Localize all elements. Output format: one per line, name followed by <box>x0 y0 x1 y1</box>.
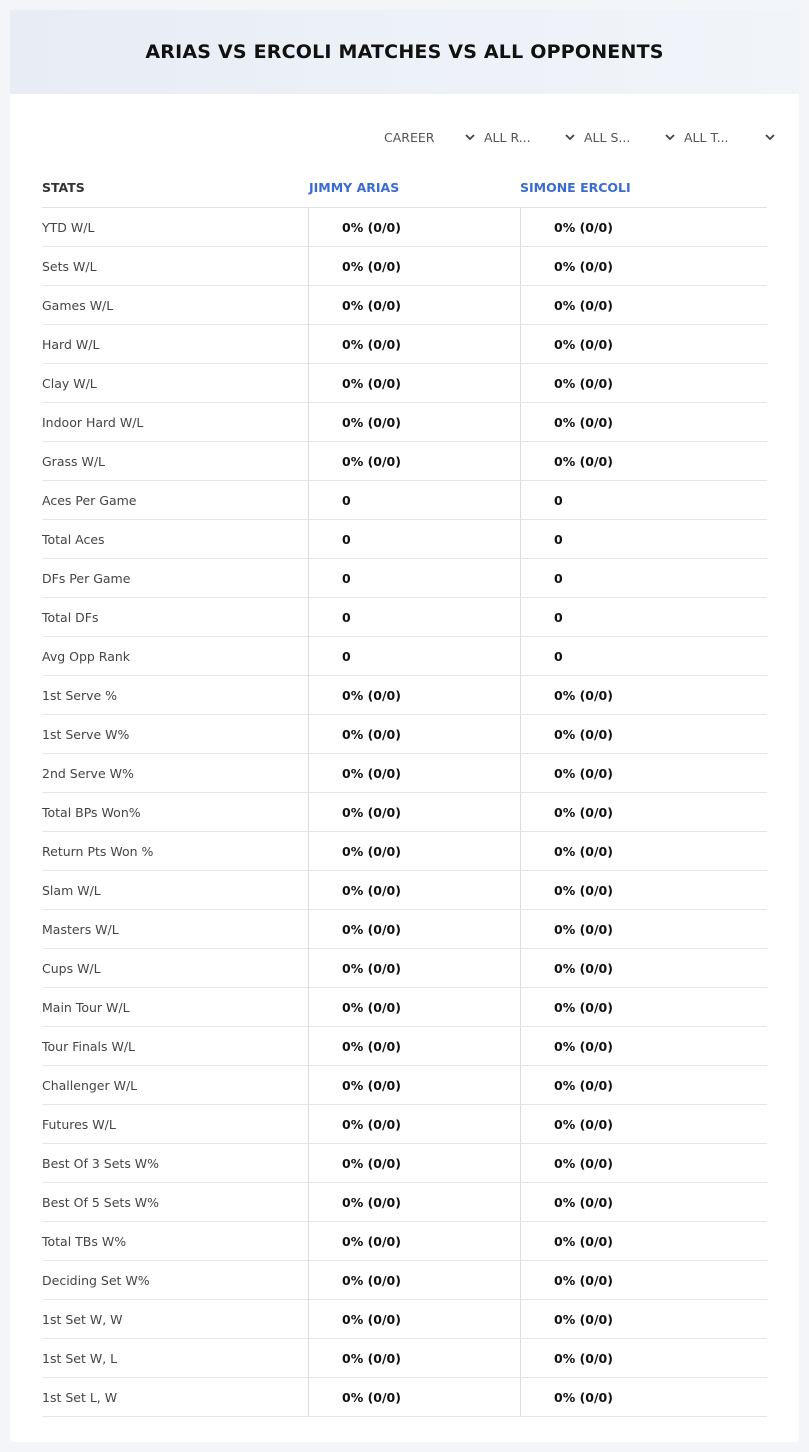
player2-value: 0% (0/0) <box>520 325 767 363</box>
table-row <box>42 715 767 754</box>
player2-value: 0% (0/0) <box>520 1222 767 1260</box>
table-row <box>42 676 767 715</box>
player2-value: 0 <box>520 559 767 597</box>
stat-label: Games W/L <box>42 297 114 313</box>
stat-label: YTD W/L <box>42 219 95 235</box>
player2-value: 0 <box>520 598 767 636</box>
stat-label: Futures W/L <box>42 1116 116 1132</box>
player2-value: 0% (0/0) <box>520 1183 767 1221</box>
filter-surface-label: ALL S... <box>584 129 631 145</box>
table-row <box>42 403 767 442</box>
stat-label: 1st Serve % <box>42 687 118 703</box>
chevron-down-icon <box>464 131 476 143</box>
player2-value: 0% (0/0) <box>520 247 767 285</box>
chevron-down-icon <box>564 131 576 143</box>
table-row <box>42 949 767 988</box>
player1-value: 0% (0/0) <box>308 988 520 1026</box>
stat-label: DFs Per Game <box>42 570 131 586</box>
stat-label: Tour Finals W/L <box>42 1038 136 1054</box>
table-row <box>42 832 767 871</box>
table-row <box>42 1300 767 1339</box>
player2-value: 0% (0/0) <box>520 1378 767 1416</box>
table-row <box>42 442 767 481</box>
stat-label: Cups W/L <box>42 960 101 976</box>
player1-value: 0% (0/0) <box>308 715 520 753</box>
player1-value: 0% (0/0) <box>308 364 520 402</box>
player1-value: 0% (0/0) <box>308 403 520 441</box>
player2-value: 0% (0/0) <box>520 1339 767 1377</box>
player1-value: 0% (0/0) <box>308 1066 520 1104</box>
stat-label: Best Of 3 Sets W% <box>42 1155 160 1171</box>
player1-value: 0% (0/0) <box>308 1105 520 1143</box>
table-row <box>42 910 767 949</box>
table-row <box>42 598 767 637</box>
table-row <box>42 754 767 793</box>
stat-label: Return Pts Won % <box>42 843 154 859</box>
table-row <box>42 637 767 676</box>
player2-value: 0% (0/0) <box>520 715 767 753</box>
chevron-down-icon <box>764 131 776 143</box>
table-row <box>42 793 767 832</box>
player2-value: 0% (0/0) <box>520 949 767 987</box>
player1-value: 0% (0/0) <box>308 949 520 987</box>
filter-tournament-label: ALL T... <box>684 129 729 145</box>
player2-value: 0% (0/0) <box>520 676 767 714</box>
column-header-player1[interactable]: JIMMY ARIAS <box>309 180 400 195</box>
table-row <box>42 559 767 598</box>
column-header-stats: STATS <box>42 180 85 195</box>
stat-label: Total BPs Won% <box>42 804 141 820</box>
player1-value: 0% (0/0) <box>308 676 520 714</box>
player2-value: 0% (0/0) <box>520 871 767 909</box>
player2-value: 0% (0/0) <box>520 832 767 870</box>
stat-label: Masters W/L <box>42 921 119 937</box>
player1-value: 0% (0/0) <box>308 1222 520 1260</box>
player1-value: 0% (0/0) <box>308 793 520 831</box>
stat-label: 2nd Serve W% <box>42 765 134 781</box>
table-row <box>42 1105 767 1144</box>
player2-value: 0% (0/0) <box>520 442 767 480</box>
player1-value: 0 <box>308 481 520 519</box>
player1-value: 0% (0/0) <box>308 1378 520 1416</box>
table-row <box>42 247 767 286</box>
table-row <box>42 1066 767 1105</box>
player1-value: 0 <box>308 559 520 597</box>
stat-label: Deciding Set W% <box>42 1272 150 1288</box>
stat-label: Clay W/L <box>42 375 97 391</box>
player2-value: 0 <box>520 520 767 558</box>
table-row <box>42 1339 767 1378</box>
filter-surface-select[interactable] <box>584 126 684 148</box>
stat-label: Indoor Hard W/L <box>42 414 144 430</box>
table-row <box>42 325 767 364</box>
table-row <box>42 520 767 559</box>
stat-label: Hard W/L <box>42 336 100 352</box>
filter-period-label: CAREER <box>384 129 435 145</box>
player2-value: 0% (0/0) <box>520 754 767 792</box>
page-title: ARIAS VS ERCOLI MATCHES VS ALL OPPONENTS <box>145 41 664 63</box>
stat-label: Sets W/L <box>42 258 97 274</box>
stat-label: 1st Set W, W <box>42 1311 123 1327</box>
stat-label: 1st Set W, L <box>42 1350 118 1366</box>
table-row <box>42 1378 767 1417</box>
player2-value: 0% (0/0) <box>520 1066 767 1104</box>
table-row <box>42 988 767 1027</box>
stat-label: Avg Opp Rank <box>42 648 131 664</box>
stats-table <box>42 168 767 1417</box>
filter-period-select[interactable] <box>384 126 484 148</box>
player2-value: 0% (0/0) <box>520 1144 767 1182</box>
player2-value: 0% (0/0) <box>520 364 767 402</box>
player1-value: 0% (0/0) <box>308 754 520 792</box>
filter-bar <box>384 126 784 148</box>
stat-label: Grass W/L <box>42 453 106 469</box>
player1-value: 0% (0/0) <box>308 325 520 363</box>
player2-value: 0 <box>520 637 767 675</box>
player2-value: 0 <box>520 481 767 519</box>
player1-value: 0% (0/0) <box>308 1261 520 1299</box>
stat-label: Main Tour W/L <box>42 999 130 1015</box>
stat-label: Best Of 5 Sets W% <box>42 1194 160 1210</box>
player1-value: 0 <box>308 520 520 558</box>
filter-round-select[interactable] <box>484 126 584 148</box>
column-header-player2[interactable]: SIMONE ERCOLI <box>520 180 631 195</box>
table-body <box>42 208 767 1417</box>
player1-value: 0 <box>308 637 520 675</box>
stat-label: Total DFs <box>42 609 99 625</box>
table-row <box>42 1144 767 1183</box>
filter-tournament-select[interactable] <box>684 126 784 148</box>
player1-value: 0% (0/0) <box>308 286 520 324</box>
player2-value: 0% (0/0) <box>520 1027 767 1065</box>
player1-value: 0% (0/0) <box>308 1300 520 1338</box>
player1-value: 0% (0/0) <box>308 1339 520 1377</box>
stat-label: Challenger W/L <box>42 1077 138 1093</box>
player1-value: 0% (0/0) <box>308 1027 520 1065</box>
player1-value: 0% (0/0) <box>308 910 520 948</box>
player1-value: 0% (0/0) <box>308 1144 520 1182</box>
stat-label: Slam W/L <box>42 882 101 898</box>
player2-value: 0% (0/0) <box>520 1105 767 1143</box>
filter-round-label: ALL R... <box>484 129 531 145</box>
player2-value: 0% (0/0) <box>520 1261 767 1299</box>
table-header <box>42 168 767 208</box>
table-row <box>42 871 767 910</box>
player2-value: 0% (0/0) <box>520 403 767 441</box>
table-row <box>42 208 767 247</box>
player1-value: 0 <box>308 598 520 636</box>
player1-value: 0% (0/0) <box>308 247 520 285</box>
stat-label: 1st Set L, W <box>42 1389 118 1405</box>
stat-label: 1st Serve W% <box>42 726 130 742</box>
card-header <box>10 10 799 94</box>
player1-value: 0% (0/0) <box>308 208 520 246</box>
table-row <box>42 1183 767 1222</box>
player1-value: 0% (0/0) <box>308 1183 520 1221</box>
player2-value: 0% (0/0) <box>520 1300 767 1338</box>
table-row <box>42 1027 767 1066</box>
table-row <box>42 1222 767 1261</box>
stat-label: Total TBs W% <box>42 1233 127 1249</box>
stats-card <box>10 10 799 1442</box>
table-row <box>42 481 767 520</box>
player2-value: 0% (0/0) <box>520 988 767 1026</box>
player1-value: 0% (0/0) <box>308 832 520 870</box>
player1-value: 0% (0/0) <box>308 442 520 480</box>
player2-value: 0% (0/0) <box>520 208 767 246</box>
table-row <box>42 1261 767 1300</box>
player2-value: 0% (0/0) <box>520 286 767 324</box>
stat-label: Total Aces <box>42 531 105 547</box>
player2-value: 0% (0/0) <box>520 910 767 948</box>
table-row <box>42 286 767 325</box>
player1-value: 0% (0/0) <box>308 871 520 909</box>
table-row <box>42 364 767 403</box>
stat-label: Aces Per Game <box>42 492 137 508</box>
player2-value: 0% (0/0) <box>520 793 767 831</box>
chevron-down-icon <box>664 131 676 143</box>
